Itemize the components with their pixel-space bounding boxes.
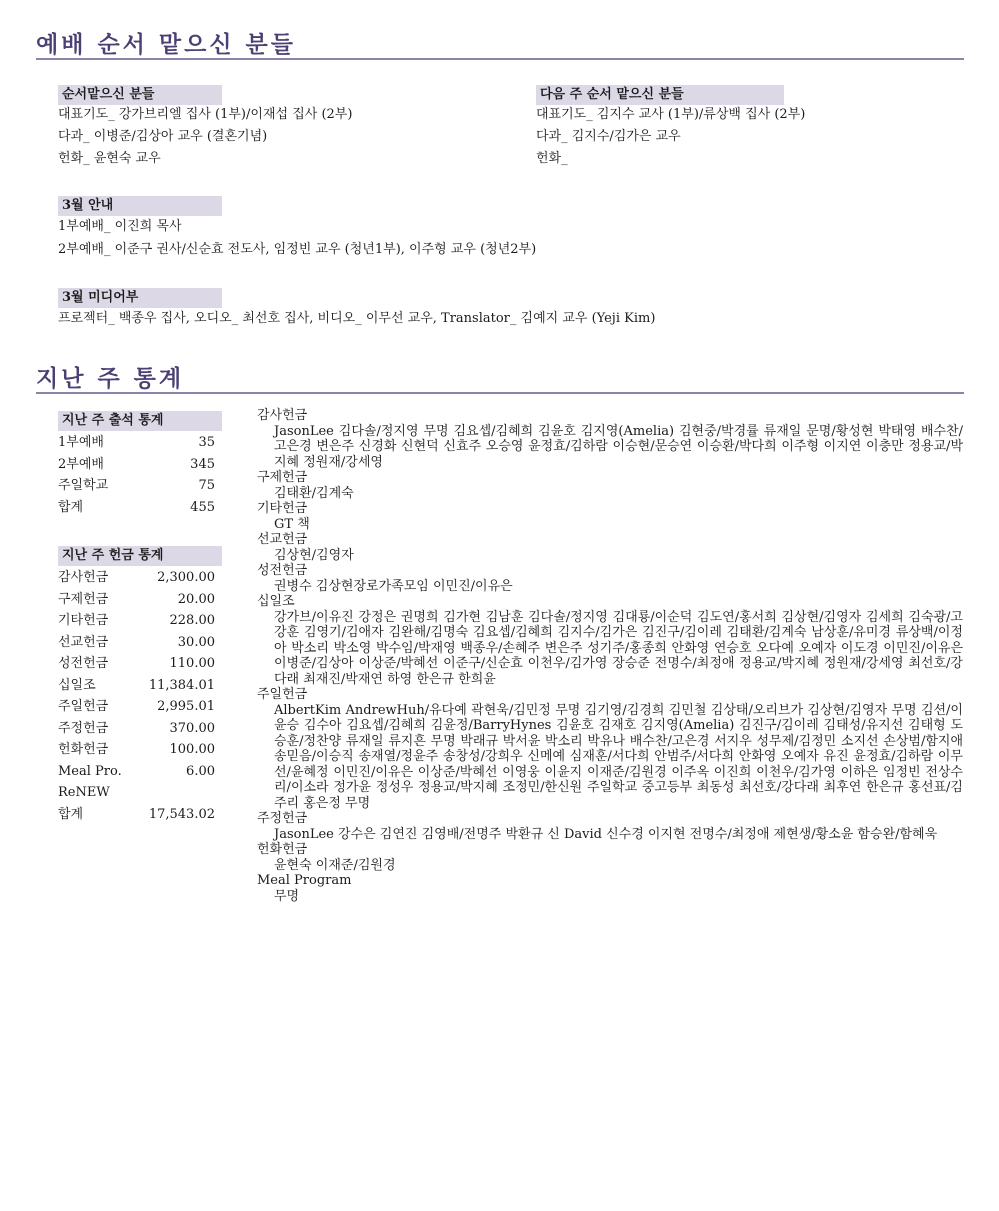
stat-value: 11,384.01 <box>148 677 215 693</box>
stat-label: 헌화헌금 <box>58 742 109 757</box>
contributor-names: 강가브/이유진 강정은 권명희 김가현 김남훈 김다솔/정지영 김대룡/이순덕 김도연/홍서희 김상현/김영자 김세희 김숙광/고강훈 김영기/김애자 김완해/김명숙 김요셉/김혜희 김지수/김가은 김진구/김이레 김태환/김계숙 남상훈/유미경 류상백/이정아 박소리 박소영 박수임/박재영 백종우/손혜주 변은주 성기주/홍종희 안화영 연승호 오다예 오예자 이도경 이민진/이유은 이병준/김상아 이상준/박혜선 이준구/신순효 이천우/김가영 장승준 전명수/최정애 정용교/박지혜 정원재/강세영 최선호/강다래 최재진/박재연 하영 한은규 한희윤 <box>274 609 963 687</box>
stat-row <box>58 610 215 632</box>
stat-row <box>58 653 215 675</box>
contributor-group <box>257 811 963 842</box>
stat-label: Meal Pro. <box>58 763 122 779</box>
stat-label: 2부예배 <box>58 456 104 472</box>
this-week-roles-header: 순서맡으신 분들 <box>58 85 222 105</box>
stat-row <box>58 718 215 740</box>
this-week-flowers: 헌화_ 윤현숙 교우 <box>58 151 161 166</box>
contributor-category: 선교헌금 <box>257 532 308 547</box>
stat-row <box>58 567 215 589</box>
contributor-group <box>257 408 963 470</box>
contributor-names: AlbertKim AndrewHuh/유다예 곽현욱/김민정 무명 김기영/김경희 김민철 김상태/오리브가 김상현/김영자 무명 김션/이윤승 김수아 김요셉/김혜희 김윤정/BarryHynes 김윤호 김재호 김지영(Amelia) 김진구/김이레 김태성/유지선 김태형 도승훈/정찬양 류재일 류지흔 무명 박래규 박서윤 박소리 박유나 배수찬/고은경 서지우 성무제/김정민 소지선 손상범/함지애 송믿음/이승직 송재열/정윤주 송창성/강희우 신메예 심재훈/서다희 안범주/서다희 안화영 오예자 유진 윤정효/김하람 이무선/윤혜정 이민진/이유은 이상준/박혜선 이영웅 이윤지 이재준/김원경 이주옥 이진희 이천우/김가영 이하은 임정빈 전상수리/이소라 정가윤 정성우 정용교/박지혜 조정민/한신원 주일학교 중고등부 최동성 최선호/강다래 최후연 한은규 홍선표/김주리 홍은정 무명 <box>274 702 963 811</box>
contributor-names: 윤현숙 이재준/김원경 <box>274 857 396 873</box>
contributor-names: 권병수 김상현장로가족모임 이민진/이유은 <box>274 578 513 594</box>
offering-table <box>58 567 215 825</box>
contributor-group <box>257 873 963 904</box>
contributor-category: 십일조 <box>257 594 295 609</box>
march-guide-service-2: 2부예배_ 이준구 권사/신순효 전도사, 임정빈 교우 (청년1부), 이주형 교우 (청년2부) <box>58 242 537 257</box>
contributor-group <box>257 842 963 873</box>
next-week-refreshments: 다과_ 김지수/김가은 교우 <box>536 129 681 144</box>
stat-value: 100.00 <box>169 742 215 757</box>
attendance-stats-header: 지난 주 출석 통계 <box>58 411 222 431</box>
stat-label: 선교헌금 <box>58 634 109 650</box>
stat-value: 110.00 <box>169 656 215 671</box>
next-week-prayer: 대표기도_ 김지수 교사 (1부)/류상백 집사 (2부) <box>536 107 806 122</box>
next-week-roles-header: 다음 주 순서 맡으신 분들 <box>536 85 784 105</box>
attendance-table <box>58 432 215 518</box>
stat-value: 228.00 <box>169 613 215 628</box>
stat-value: 370.00 <box>169 720 215 736</box>
stat-row <box>58 761 215 783</box>
contributor-group <box>257 687 963 811</box>
stat-label: ReNEW <box>58 785 110 800</box>
stat-value: 345 <box>190 456 215 472</box>
stat-value: 6.00 <box>186 763 215 779</box>
stat-label: 합계 <box>58 499 84 515</box>
contributor-names: JasonLee 김다솔/정지영 무명 김요셉/김혜희 김윤호 김지영(Amelia) 김현중/박경률 류재일 문명/황성현 박태영 배수찬/고은경 변은주 신경화 신현덕 신효주 오승영 윤정효/김하람 이승현/문승연 이승환/박다희 이주형 이지연 이충만 정용교/박지혜 정원재/강세영 <box>274 423 963 470</box>
stat-value: 75 <box>198 478 215 493</box>
contributor-category: 기타헌금 <box>257 501 308 516</box>
this-week-refreshments: 다과_ 이병준/김상아 교우 (결혼기념) <box>58 129 268 144</box>
section-divider <box>36 58 964 60</box>
stat-label: 주일학교 <box>58 478 109 493</box>
stat-row <box>58 804 215 826</box>
last-week-stats-title: 지난 주 통계 <box>36 366 185 392</box>
stat-label: 성전헌금 <box>58 656 109 671</box>
stat-row <box>58 739 215 761</box>
contributor-group <box>257 470 963 501</box>
worship-roles-title: 예배 순서 맡으신 분들 <box>36 32 296 58</box>
stat-row <box>58 632 215 654</box>
contributor-list <box>257 408 963 904</box>
contributor-names: 무명 <box>274 888 300 904</box>
stat-row <box>58 497 215 519</box>
contributor-category: 성전헌금 <box>257 563 308 578</box>
stat-value: 30.00 <box>177 634 215 650</box>
stat-row <box>58 782 215 804</box>
contributor-group <box>257 594 963 687</box>
contributor-names: GT 책 <box>274 516 310 532</box>
stat-row <box>58 696 215 718</box>
stat-row <box>58 454 215 476</box>
march-media-team: 프로젝터_ 백종우 집사, 오디오_ 최선호 집사, 비디오_ 이무선 교우, Translator_ 김예지 교우 (Yeji Kim) <box>58 311 656 326</box>
stat-label: 구제헌금 <box>58 591 109 607</box>
contributor-category: 헌화헌금 <box>257 842 308 857</box>
march-guide-header: 3월 안내 <box>58 196 222 216</box>
march-guide-service-1: 1부예배_ 이진희 목사 <box>58 219 182 234</box>
stat-label: 1부예배 <box>58 435 104 450</box>
stat-value: 2,300.00 <box>157 570 215 585</box>
contributor-names: 김태환/김계숙 <box>274 485 354 501</box>
stat-label: 합계 <box>58 806 84 822</box>
stat-label: 주정헌금 <box>58 720 109 736</box>
stat-row <box>58 475 215 497</box>
this-week-prayer: 대표기도_ 강가브리엘 집사 (1부)/이재섭 집사 (2부) <box>58 107 353 122</box>
contributor-category: 감사헌금 <box>257 408 308 423</box>
stat-value: 17,543.02 <box>148 806 215 822</box>
stat-row <box>58 675 215 697</box>
contributor-group <box>257 563 963 594</box>
contributor-group <box>257 501 963 532</box>
stat-label: 감사헌금 <box>58 570 109 585</box>
contributor-group <box>257 532 963 563</box>
stat-row <box>58 432 215 454</box>
contributor-names: JasonLee 강수은 김연진 김영배/전명주 박환규 신 David 신수경 이지현 전명수/최정애 제현생/황소윤 함승완/함혜욱 <box>274 826 938 842</box>
next-week-flowers: 헌화_ <box>536 151 568 166</box>
stat-row <box>58 589 215 611</box>
offering-stats-header: 지난 주 헌금 통계 <box>58 546 222 566</box>
contributor-category: 주정헌금 <box>257 811 308 826</box>
march-media-header: 3월 미디어부 <box>58 288 222 308</box>
stat-value: 455 <box>190 499 215 515</box>
stat-value: 2,995.01 <box>157 699 215 714</box>
contributor-category: 구제헌금 <box>257 470 308 485</box>
stat-value: 20.00 <box>177 591 215 607</box>
section-divider <box>36 392 964 394</box>
contributor-names: 김상현/김영자 <box>274 547 354 563</box>
stat-label: 기타헌금 <box>58 613 109 628</box>
stat-label: 주일헌금 <box>58 699 109 714</box>
stat-label: 십일조 <box>58 677 96 693</box>
contributor-category: 주일헌금 <box>257 687 308 702</box>
contributor-category: Meal Program <box>257 873 352 888</box>
stat-value: 35 <box>198 435 215 450</box>
